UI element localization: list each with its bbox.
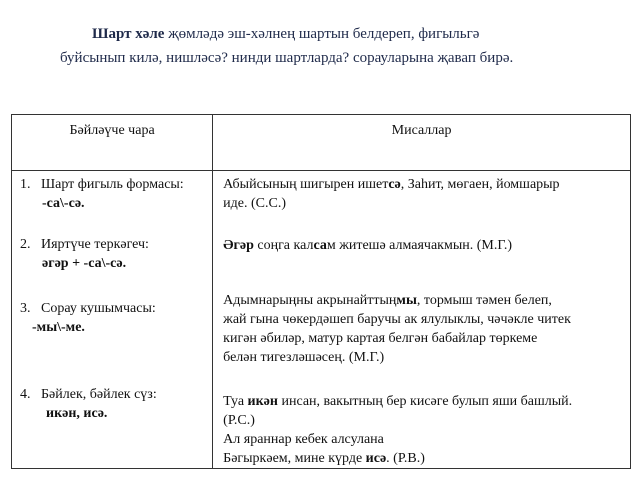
example-text: м житешә алмаячакмын. (М.Г.) [326, 238, 513, 253]
example-emphasis: мы [396, 293, 417, 308]
item-number: 2. [20, 237, 31, 252]
item-label: Сорау кушымчасы: [41, 301, 156, 316]
item-number: 3. [20, 301, 31, 316]
item-number: 4. [20, 387, 31, 402]
list-item [20, 385, 212, 423]
item-number: 1. [20, 177, 31, 192]
example-text: Ал яраннар кебек алсулана [223, 432, 384, 447]
example-text: инсан, вакытның бер кисәге булып яши башлый. [277, 394, 573, 409]
example-emphasis: сә [388, 177, 401, 192]
list-item [20, 235, 212, 273]
example-emphasis: Әгәр [223, 238, 254, 253]
header-examples: Мисаллар [213, 115, 631, 171]
intro-text-line2: буйсынып килә, нишләсә? нинди шартларда? сорауларына җавап бирә. [60, 50, 514, 66]
example-text: Бәгыркәем, мине күрде [223, 451, 366, 466]
example-1 [223, 175, 630, 213]
examples-table [11, 114, 631, 469]
list-item [20, 175, 212, 213]
example-text: . (Р.В.) [386, 451, 425, 466]
example-text: соңга кал [253, 238, 314, 253]
example-2 [223, 236, 630, 255]
example-text: Абыйсының шигырен ишет [223, 177, 389, 192]
example-emphasis: исә [365, 451, 387, 466]
example-text: Туа [223, 394, 248, 409]
item-suffix: -са\-сә. [42, 196, 85, 211]
table-body-row [12, 171, 631, 469]
table-header-row [12, 115, 631, 171]
intro-bold-lead: Шарт хәле [92, 26, 165, 42]
item-label: Бәйлек, бәйлек сүз: [41, 387, 157, 402]
header-connector: Бәйләүче чара [12, 115, 213, 171]
example-text: иде. (С.С.) [223, 196, 286, 211]
example-4 [223, 392, 630, 468]
example-3 [223, 291, 630, 367]
example-text: кигән әбиләр, матур картая белгән бабайлар төркеме [223, 331, 538, 346]
example-text: (Р.С.) [223, 413, 255, 428]
item-suffix: әгәр + -са\-сә. [42, 256, 127, 271]
example-text: , Заһит, мөгаен, йомшарыр [400, 177, 560, 192]
example-text: жай гына чөкердәшеп баручы ак ялулыклы, чәчәкле читек [223, 312, 571, 327]
item-label: Шарт фигыль формасы: [41, 177, 184, 192]
example-text: , тормыш тәмен белеп, [416, 293, 552, 308]
example-emphasis: икән [247, 394, 278, 409]
example-text: Адымнарыңны акрынайттың [223, 293, 397, 308]
example-text: белән тигезләшәсең. (М.Г.) [223, 350, 385, 365]
item-label: Ияртүче теркәгеч: [41, 237, 149, 252]
example-emphasis: са [313, 238, 327, 253]
item-suffix: -мы\-ме. [32, 320, 85, 335]
intro-paragraph [60, 22, 612, 70]
item-suffix: икән, исә. [46, 406, 108, 421]
list-item [20, 299, 212, 337]
intro-text-line1: җөмләдә эш-хәлнең шартын белдереп, фигыльгә [164, 26, 480, 42]
connectors-column [12, 171, 213, 469]
examples-column [213, 171, 631, 469]
